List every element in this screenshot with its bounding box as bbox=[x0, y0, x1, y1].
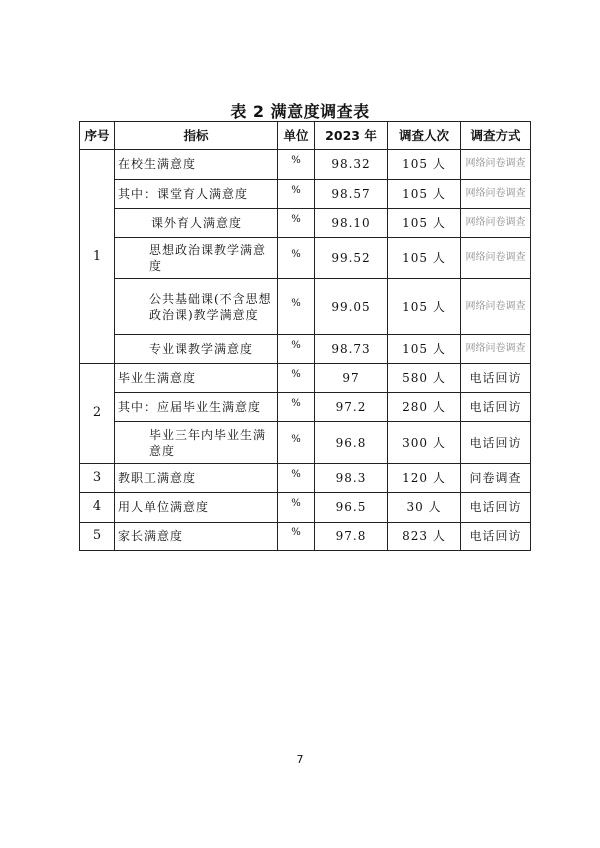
count-cell: 105 人 bbox=[388, 208, 461, 237]
seq-cell: 3 bbox=[80, 463, 115, 492]
seq-cell: 5 bbox=[80, 522, 115, 550]
count-cell: 105 人 bbox=[388, 278, 461, 335]
unit-cell: % bbox=[278, 522, 315, 550]
table-row bbox=[80, 335, 531, 363]
value-cell: 98.73 bbox=[315, 335, 388, 363]
unit-cell: % bbox=[278, 278, 315, 335]
count-cell: 105 人 bbox=[388, 335, 461, 363]
indicator-cell: 教职工满意度 bbox=[115, 463, 278, 492]
indicator-cell: 家长满意度 bbox=[115, 522, 278, 550]
seq-cell: 1 bbox=[80, 150, 115, 363]
value-cell: 98.10 bbox=[315, 208, 388, 237]
method-cell: 网络问卷调查 bbox=[461, 238, 531, 278]
unit-cell: % bbox=[278, 393, 315, 422]
value-cell: 99.52 bbox=[315, 238, 388, 278]
method-cell: 问卷调查 bbox=[461, 463, 531, 492]
table-row bbox=[80, 208, 531, 237]
value-cell: 99.05 bbox=[315, 278, 388, 335]
value-cell: 98.57 bbox=[315, 179, 388, 208]
indicator-cell: 其中：课堂育人满意度 bbox=[115, 179, 278, 208]
method-cell: 电话回访 bbox=[461, 493, 531, 522]
header-method: 调查方式 bbox=[461, 122, 531, 150]
indicator-cell: 毕业生满意度 bbox=[115, 363, 278, 392]
indicator-cell: 专业课教学满意度 bbox=[115, 335, 278, 363]
table-row bbox=[80, 238, 531, 278]
indicator-cell: 在校生满意度 bbox=[115, 150, 278, 179]
count-cell: 105 人 bbox=[388, 238, 461, 278]
count-cell: 580 人 bbox=[388, 363, 461, 392]
unit-cell: % bbox=[278, 208, 315, 237]
indicator-cell: 课外育人满意度 bbox=[115, 208, 278, 237]
value-cell: 97.8 bbox=[315, 522, 388, 550]
indicator-cell: 用人单位满意度 bbox=[115, 493, 278, 522]
count-cell: 280 人 bbox=[388, 393, 461, 422]
count-cell: 823 人 bbox=[388, 522, 461, 550]
indicator-cell: 思想政治课教学满意度 bbox=[115, 238, 278, 278]
unit-cell: % bbox=[278, 150, 315, 179]
count-cell: 105 人 bbox=[388, 179, 461, 208]
value-cell: 98.3 bbox=[315, 463, 388, 492]
value-cell: 97.2 bbox=[315, 393, 388, 422]
count-cell: 30 人 bbox=[388, 493, 461, 522]
method-cell: 网络问卷调查 bbox=[461, 150, 531, 179]
table-row bbox=[80, 493, 531, 522]
method-cell: 网络问卷调查 bbox=[461, 208, 531, 237]
table-row bbox=[80, 393, 531, 422]
indicator-cell: 其中：应届毕业生满意度 bbox=[115, 393, 278, 422]
table-row bbox=[80, 422, 531, 463]
unit-cell: % bbox=[278, 493, 315, 522]
unit-cell: % bbox=[278, 363, 315, 392]
unit-cell: % bbox=[278, 238, 315, 278]
value-cell: 97 bbox=[315, 363, 388, 392]
seq-cell: 2 bbox=[80, 363, 115, 463]
table-row bbox=[80, 522, 531, 550]
header-indicator: 指标 bbox=[115, 122, 278, 150]
indicator-cell: 毕业三年内毕业生满意度 bbox=[115, 422, 278, 463]
table-row bbox=[80, 363, 531, 392]
table-row bbox=[80, 179, 531, 208]
unit-cell: % bbox=[278, 335, 315, 363]
table-row bbox=[80, 278, 531, 335]
unit-cell: % bbox=[278, 463, 315, 492]
table-title: 表 2 满意度调查表 bbox=[230, 102, 370, 121]
method-cell: 电话回访 bbox=[461, 393, 531, 422]
unit-cell: % bbox=[278, 422, 315, 463]
header-seq: 序号 bbox=[80, 122, 115, 150]
header-row bbox=[80, 122, 531, 150]
count-cell: 120 人 bbox=[388, 463, 461, 492]
method-cell: 电话回访 bbox=[461, 422, 531, 463]
count-cell: 105 人 bbox=[388, 150, 461, 179]
seq-cell: 4 bbox=[80, 493, 115, 522]
header-year: 2023 年 bbox=[315, 122, 388, 150]
unit-cell: % bbox=[278, 179, 315, 208]
count-cell: 300 人 bbox=[388, 422, 461, 463]
value-cell: 96.5 bbox=[315, 493, 388, 522]
value-cell: 98.32 bbox=[315, 150, 388, 179]
method-cell: 网络问卷调查 bbox=[461, 179, 531, 208]
indicator-cell: 公共基础课(不含思想政治课)教学满意度 bbox=[115, 278, 278, 335]
header-unit: 单位 bbox=[278, 122, 315, 150]
method-cell: 电话回访 bbox=[461, 522, 531, 550]
method-cell: 网络问卷调查 bbox=[461, 335, 531, 363]
table-row bbox=[80, 150, 531, 179]
header-count: 调查人次 bbox=[388, 122, 461, 150]
satisfaction-table bbox=[79, 121, 531, 551]
method-cell: 电话回访 bbox=[461, 363, 531, 392]
method-cell: 网络问卷调查 bbox=[461, 278, 531, 335]
page-number: 7 bbox=[296, 753, 304, 766]
table-row bbox=[80, 463, 531, 492]
value-cell: 96.8 bbox=[315, 422, 388, 463]
